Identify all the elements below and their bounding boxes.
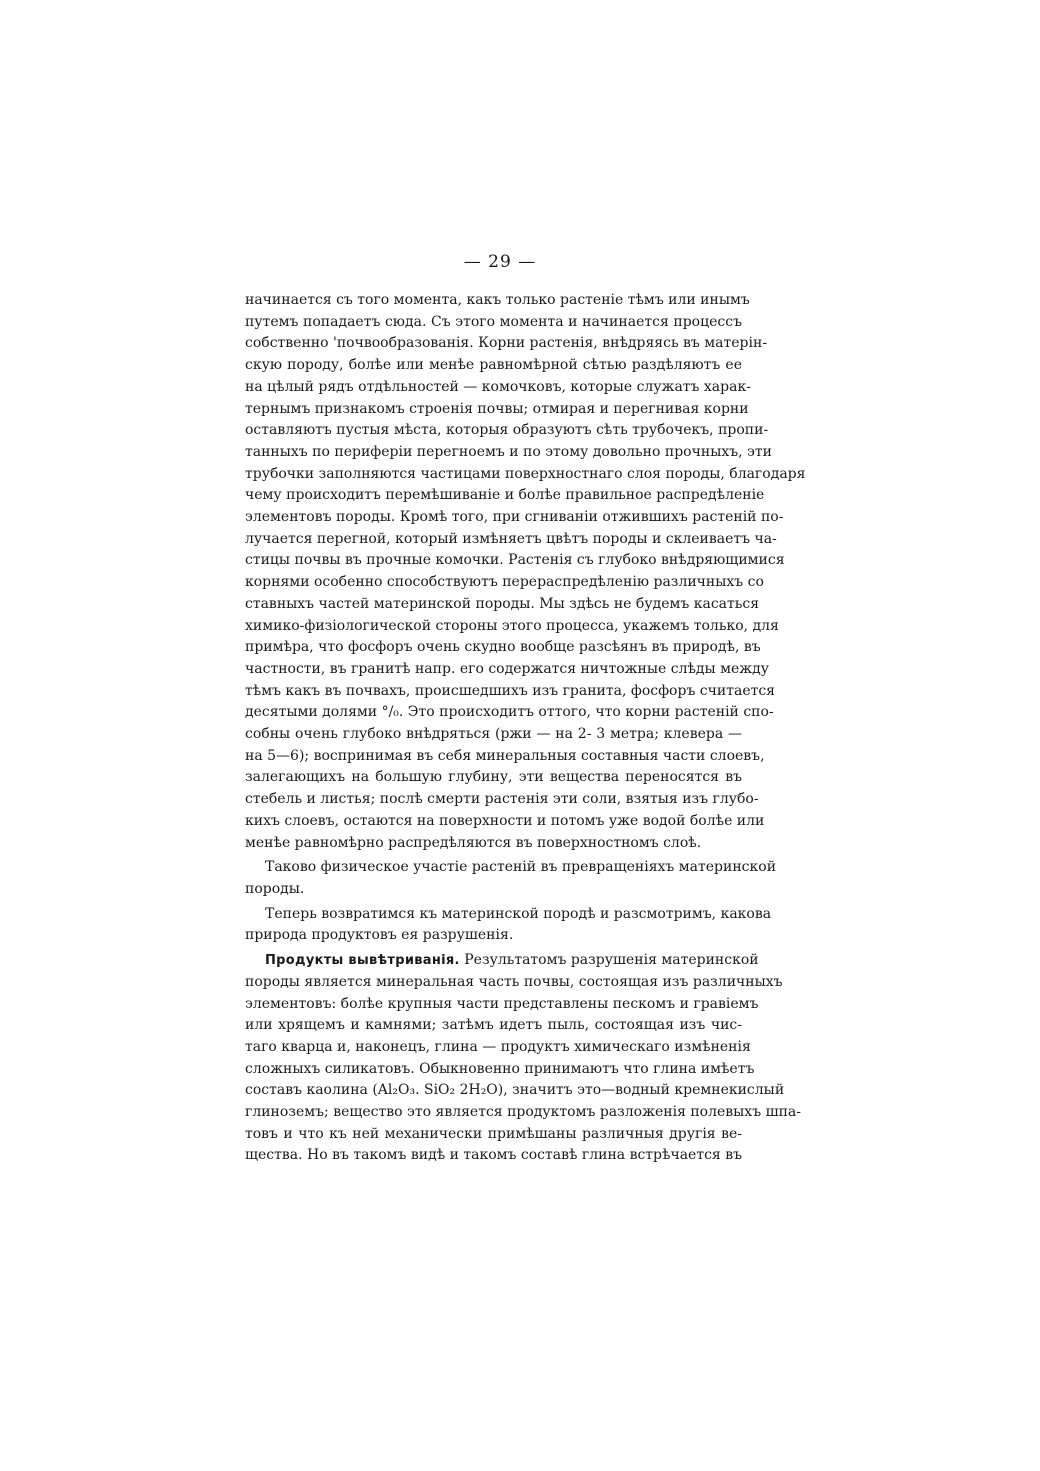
text-line: породы. <box>245 880 305 897</box>
text-line: сложныхъ силикатовъ. Обыкновенно принимаютъ что глина имѣетъ <box>245 1060 755 1077</box>
body-text <box>245 290 806 1170</box>
paragraph-weathering-products <box>245 950 801 1167</box>
text-line: стицы почвы въ прочные комочки. Растенія съ глубоко внѣдряющимися <box>245 552 785 569</box>
paragraph-physical-role <box>245 857 777 900</box>
text-line: оставляютъ пустыя мѣста, которыя образуютъ сѣть трубочекъ, пропи- <box>245 422 769 439</box>
text-line: породы является минеральная часть почвы, состоящая изъ различныхъ <box>245 973 783 990</box>
text-line: таго кварца и, наконецъ, глина — продуктъ химическаго измѣненія <box>245 1038 751 1055</box>
text-line: начинается съ того момента, какъ только растеніе тѣмъ или инымъ <box>245 292 750 308</box>
text-line: залегающихъ на большую глубину, эти вещества переносятся въ <box>245 769 742 786</box>
paragraph-plant-roles <box>245 290 806 854</box>
text-line: на 5—6); воспринимая въ себя минеральныя составныя части слоевъ, <box>245 747 765 764</box>
text-line: примѣра, что фосфоръ очень скудно вообще разсѣянъ въ природѣ, въ <box>245 639 761 656</box>
text-line: составъ каолина (Al₂O₃. SiO₂ 2H₂O), значитъ это—водный кремнекислый <box>245 1082 785 1099</box>
text-line: тѣмъ какъ въ почвахъ, происшедшихъ изъ гранита, фосфоръ считается <box>245 682 776 699</box>
text-line: лучается перегной, который измѣняетъ цвѣтъ породы и склеиваетъ ча- <box>245 530 777 547</box>
text-line: товъ и что къ ней механически примѣшаны различныя другія ве- <box>245 1125 742 1142</box>
text-fragment: Результатомъ разрушенія материнской <box>464 952 759 969</box>
text-line: элементовъ породы. Кромѣ того, при сгниваніи отжившихъ растеній по- <box>245 509 784 526</box>
text-line: кихъ слоевъ, остаются на поверхности и потомъ уже водой болѣе или <box>245 812 765 829</box>
text-line: элементовъ: болѣе крупныя части представлены пескомъ и гравіемъ <box>245 995 759 1012</box>
text-line: собственно 'почвообразованія. Корни растенія, внѣдряясь въ матерін- <box>245 335 768 352</box>
text-line: собны очень глубоко внѣдряться (ржи — на 2- 3 метра; клевера — <box>245 726 742 743</box>
text-line: скую породу, болѣе или менѣе равномѣрной сѣтью раздѣляютъ ее <box>245 357 742 374</box>
text-line: тернымъ признакомъ строенія почвы; отмирая и перегнивая корни <box>245 400 749 417</box>
text-line: трубочки заполняются частицами поверхностнаго слоя породы, благодаря <box>245 465 806 482</box>
text-line: стебель и листья; послѣ смерти растенія эти соли, взятыя изъ глубо- <box>245 791 759 808</box>
section-heading: Продукты вывѣтриванія. <box>265 953 460 969</box>
text-line: частности, въ гранитѣ напр. его содержатся ничтожные слѣды между <box>245 660 770 677</box>
text-line: щества. Но въ такомъ видѣ и такомъ составѣ глина встрѣчается въ <box>245 1147 742 1164</box>
text-line: или хрящемъ и камнями; затѣмъ идетъ пыль, состоящая изъ чис- <box>245 1017 742 1034</box>
text-line: десятыми долями °/₀. Это происходитъ оттого, что корни растеній спо- <box>245 704 774 721</box>
text-line: природа продуктовъ ея разрушенія. <box>245 927 514 944</box>
text-line: корнями особенно способствуютъ перераспредѣленію различныхъ со <box>245 574 764 591</box>
text-line: Таково физическое участіе растеній въ превращеніяхъ материнской <box>265 859 777 876</box>
text-line: чему происходитъ перемѣшиваніе и болѣе правильное распредѣленіе <box>245 487 765 504</box>
text-line: ставныхъ частей материнской породы. Мы здѣсь не будемъ касаться <box>245 595 760 612</box>
text-line <box>245 950 759 972</box>
paragraph-return-to-parent-rock <box>245 904 772 947</box>
text-line: глиноземъ; вещество это является продуктомъ разложенія полевыхъ шпа- <box>245 1104 801 1121</box>
text-line: менѣе равномѣрно распредѣляются въ поверхностномъ слоѣ. <box>245 834 702 851</box>
text-line: Теперь возвратимся къ материнской породѣ и разсмотримъ, какова <box>265 905 772 922</box>
page-number: — 29 — <box>463 252 537 272</box>
text-line: химико-физіологической стороны этого процесса, укажемъ только, для <box>245 617 779 634</box>
text-line: на цѣлый рядъ отдѣльностей — комочковъ, которые служатъ харак- <box>245 378 751 395</box>
text-line: танныхъ по периферіи перегноемъ и по этому довольно прочныхъ, эти <box>245 443 772 460</box>
text-line: путемъ попадаетъ сюда. Съ этого момента и начинается процессъ <box>245 313 742 330</box>
